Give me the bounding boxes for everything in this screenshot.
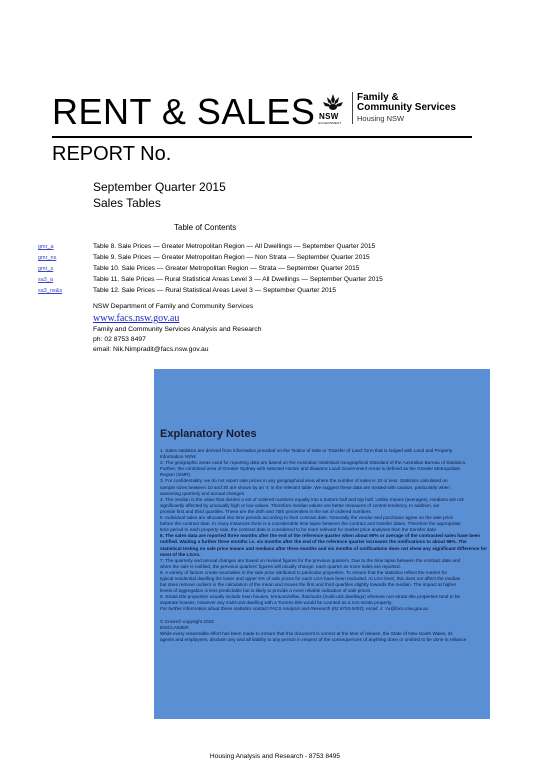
toc-link-gmr-s[interactable]: gmr_s: [38, 266, 54, 272]
toc-link-gmr-ns[interactable]: gmr_ns: [38, 255, 57, 261]
phone-number: ph: 02 8753 8497: [93, 336, 146, 343]
toc-item-text: Table 11. Sale Prices — Rural Statistical Areas Level 3 — All Dwellings — September Quarter 2015: [93, 276, 383, 283]
note-line: provide first and third quartiles. These are the 25th and 75th percentiles in the set of ordered numbers.: [160, 508, 373, 514]
tables-subtitle: Sales Tables: [93, 196, 161, 210]
note-line: assessing quarterly and annual changes.: [160, 490, 246, 496]
government-wordmark: GOVERNMENT: [318, 121, 342, 125]
report-title: RENT & SALES: [52, 91, 316, 132]
facs-logo: [318, 92, 478, 126]
note-line: 6. The sales data are reported three months after the end of the reference quarter when about 90% or average of the contracted sales have been: [160, 533, 481, 539]
note-line: Information NSW.: [160, 454, 197, 460]
title-rule: [52, 136, 472, 138]
toc-row: [38, 286, 498, 296]
note-line: While every reasonable effort has been made to ensure that this document is correct at the time of release, the State of New South Wales, its: [160, 630, 453, 636]
note-line: significantly affected by unusually high or low values. Therefore median values are better measures of central tendency. In addition, we: [160, 502, 440, 508]
note-line: separate houses. However any multi-unit dwelling with a Torrens title would be counted as a non-strata property.: [160, 600, 393, 606]
note-line: DISCLAIMER: [160, 624, 189, 630]
note-line: 1. Sales statistics are derived from information provided on the 'Notice of Sale or Transfer of Land' form that is lodged with Land and Property: [160, 448, 453, 453]
note-line: 9. Strata title properties usually include town houses, terraces/villas, flats/units (multi-unit dwellings) whereas non-strata title properties tend to be: [160, 594, 461, 600]
note-line: statistical testing on sale price means and medians after three months and six months of notifications does not show any significant difference for: [160, 545, 487, 551]
note-line: 5. Individual sales are allocated into time periods according to their contract date. Generally the vendor and purchaser agree on the sale price: [160, 515, 454, 521]
note-line: before the contract date. In many instances there is a considerable time lapse between the contract and transfer dates. Therefore the appropriate: [160, 521, 461, 527]
notes-heading: Explanatory Notes: [160, 428, 257, 440]
nsw-wordmark: NSW: [319, 112, 339, 121]
footer-text: Housing Analysis and Research - 8753 8495: [209, 753, 341, 760]
note-line: but does remove outliers in the calculation of the mean and moves the first and third quartiles slightly towards the median. The impact at higher: [160, 582, 457, 588]
note-line: most of the LGAs.: [160, 551, 201, 557]
toc-item-text: Table 10. Sale Prices — Greater Metropolitan Region — Strata — September Quarter 2015: [93, 265, 360, 272]
note-line: levels of aggregation is less predictable but is likely to provide a more reliable indication of sale prices.: [160, 588, 372, 594]
logo-divider: [352, 92, 353, 124]
toc-link-sa3-a[interactable]: sa3_a: [38, 277, 53, 283]
note-line: Further, the combined area of Greater Sydney with selected Hunter and Illawarra Local Government Areas is defined as the Greater Metropolitan: [160, 466, 461, 472]
toc-item-text: Table 12. Sale Prices — Rural Statistical Areas Level 3 — September Quarter 2015: [93, 287, 336, 294]
note-line: agents and employees, disclaim any and all liability to any person in respect of the consequences of anything done or omitted to be done in reliance: [160, 636, 467, 642]
toc-row: [38, 242, 498, 252]
toc-row: [38, 264, 498, 274]
email-address: email: Nik.Nimpradit@facs.nsw.gov.au: [93, 346, 209, 353]
toc-heading: Table of Contents: [174, 223, 237, 232]
toc-row: [38, 253, 498, 263]
note-line: 7. The quarterly and annual changes are based on revised figures for the previous quarters. Due to the time lapse between the contract date and: [160, 557, 461, 563]
note-line: 8. A variety of factors create anomalies in the sale price attributed to particular properties. To ensure that the statistics reflect the market for: [160, 569, 448, 575]
logo-line-1: Family &: [357, 92, 399, 103]
unit-name: Family and Community Services Analysis and Research: [93, 326, 262, 333]
website-link[interactable]: www.facs.nsw.gov.au: [93, 313, 180, 324]
note-line: when the sale is notified, the previous quarters' figures will usually change: each quarter as more sales are reported.: [160, 563, 401, 569]
department-name: NSW Department of Family and Community Services: [93, 303, 254, 310]
note-line: time period to each property sale, the contract date is considered to be more relevant for market price analyses than the transfer date.: [160, 527, 438, 533]
note-line: Region (GMR).: [160, 472, 192, 478]
note-line: sample sizes between 10 and 30 are shown by an 's' in the relevant table. We suggest these data are treated with caution, particularly when: [160, 484, 450, 490]
logo-line-2: Community Services: [357, 102, 456, 113]
toc-row: [38, 275, 498, 285]
note-line: © Crown© copyright 2015: [160, 618, 214, 624]
note-line: notified. Waiting a further three months i.e. six months after the end of the reference quarter increases the notifications to about 98%. The: [160, 539, 467, 545]
note-line: 2. The geographic areas used for reporting data are based on the Australian Statistical Geographical Standard of the Australian Bureau of Statistics.: [160, 460, 467, 466]
toc-link-gmr-a[interactable]: gmr_a: [38, 244, 54, 250]
report-number: REPORT No.: [52, 143, 172, 165]
toc-item-text: Table 9. Sale Prices — Greater Metropolitan Region — Non Strata — September Quarter 2015: [93, 254, 370, 261]
explanatory-notes: [160, 428, 490, 738]
note-line: 3. For confidentiality, we do not report sale prices in any geographical area where the number of sales is 10 or less. Statistics calculated on: [160, 478, 448, 484]
note-line: For further information about these statistics contact FACS Analysis and Research (02 8753 8497), email: J. Yu@facs.nsw.gov.au: [160, 606, 429, 612]
note-line: typical residential dwelling the lower and upper 5% of sale prices for each LGA have been excluded. At LGA level, this does not affect the median: [160, 575, 461, 581]
note-line: 4. The median is the value that divides a set of ordered numbers equally into a bottom half and top half. Unlike means (averages), medians are not: [160, 496, 464, 502]
quarter-subtitle: September Quarter 2015: [93, 180, 226, 194]
toc-link-sa3-ns-s[interactable]: sa3_ns&s: [38, 288, 63, 294]
notes-body: [160, 448, 490, 643]
logo-line-3: Housing NSW: [357, 114, 405, 123]
toc-item-text: Table 8. Sale Prices — Greater Metropolitan Region — All Dwellings — September Quarter 2015: [93, 243, 376, 250]
